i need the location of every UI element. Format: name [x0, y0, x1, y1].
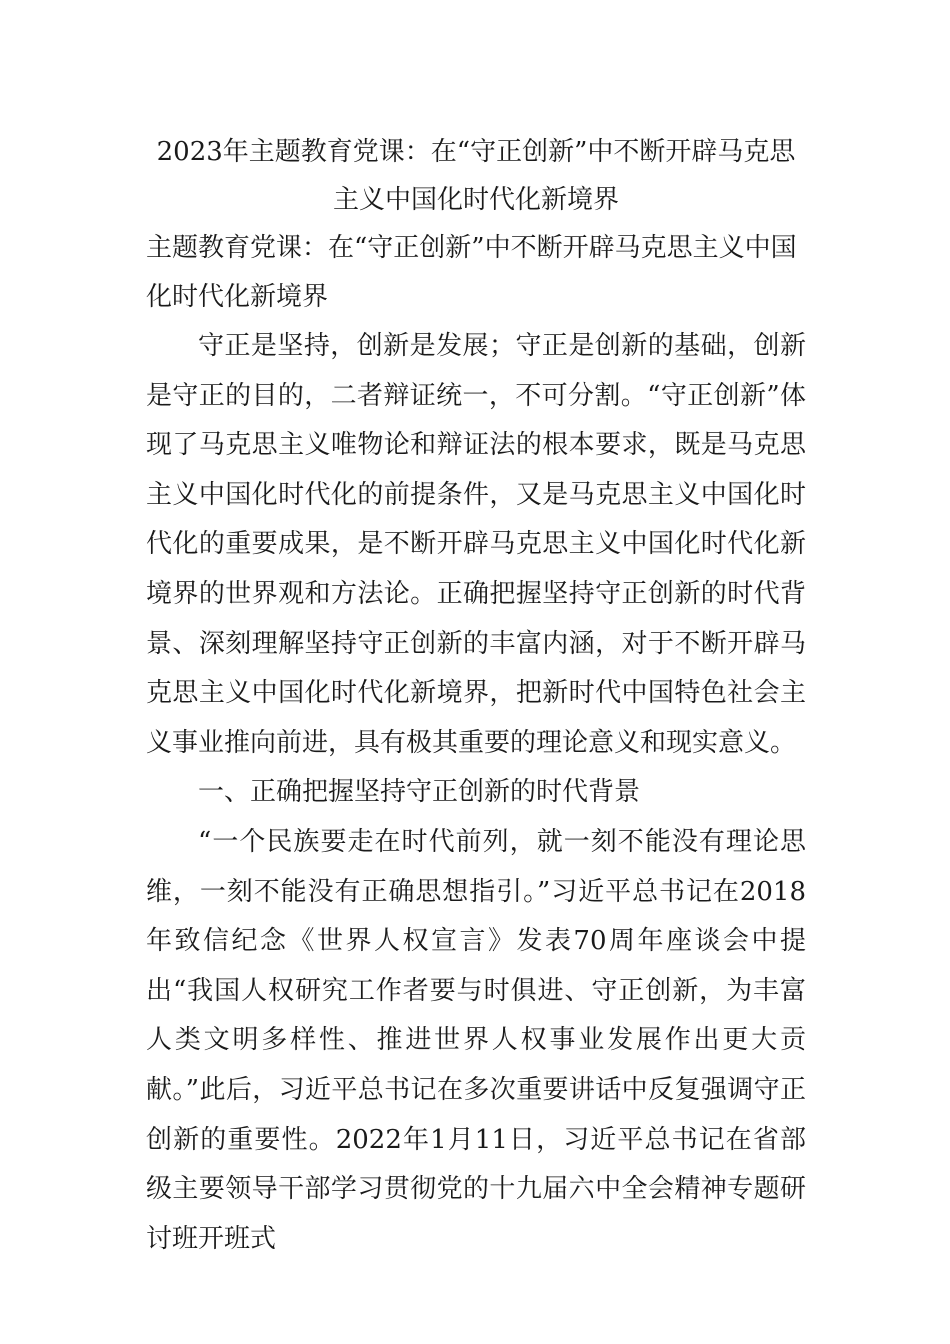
document-title	[146, 128, 806, 224]
document-title-line-1: 2023年主题教育党课：在“守正创新”中不断开辟马克思	[156, 137, 796, 167]
document-title-line-2: 主义中国化时代化新境界	[332, 185, 619, 215]
intro-paragraph: 守正是坚持，创新是发展；守正是创新的基础，创新是守正的目的，二者辩证统一，不可分割。“守正创新”体现了马克思主义唯物论和辩证法的根本要求，既是马克思主义中国化时代化的前提条件，又是马克思主义中国化时代化的重要成果，是不断开辟马克思主义中国化时代化新境界的世界观和方法论。正确把握坚持守正创新的时代背景、深刻理解坚持守正创新的丰富内涵，对于不断开辟马克思主义中国化时代化新境界，把新时代中国特色社会主义事业推向前进，具有极其重要的理论意义和现实意义。	[146, 331, 806, 758]
document-page	[146, 128, 806, 1264]
section-paragraph: “一个民族要走在时代前列，就一刻不能没有理论思维，一刻不能没有正确思想指引。”习近平总书记在2018年致信纪念《世界人权宣言》发表70周年座谈会中提出“我国人权研究工作者要与时俱进、守正创新，为丰富人类文明多样性、推进世界人权事业发展作出更大贡献。”此后，习近平总书记在多次重要讲话中反复强调守正创新的重要性。2022年1月11日，习近平总书记在省部级主要领导干部学习贯彻党的十九届六中全会精神专题研讨班开班式	[146, 826, 806, 1254]
document-subtitle: 主题教育党课：在“守正创新”中不断开辟马克思主义中国化时代化新境界	[146, 233, 797, 312]
section-heading: 一、正确把握坚持守正创新的时代背景	[198, 777, 641, 808]
